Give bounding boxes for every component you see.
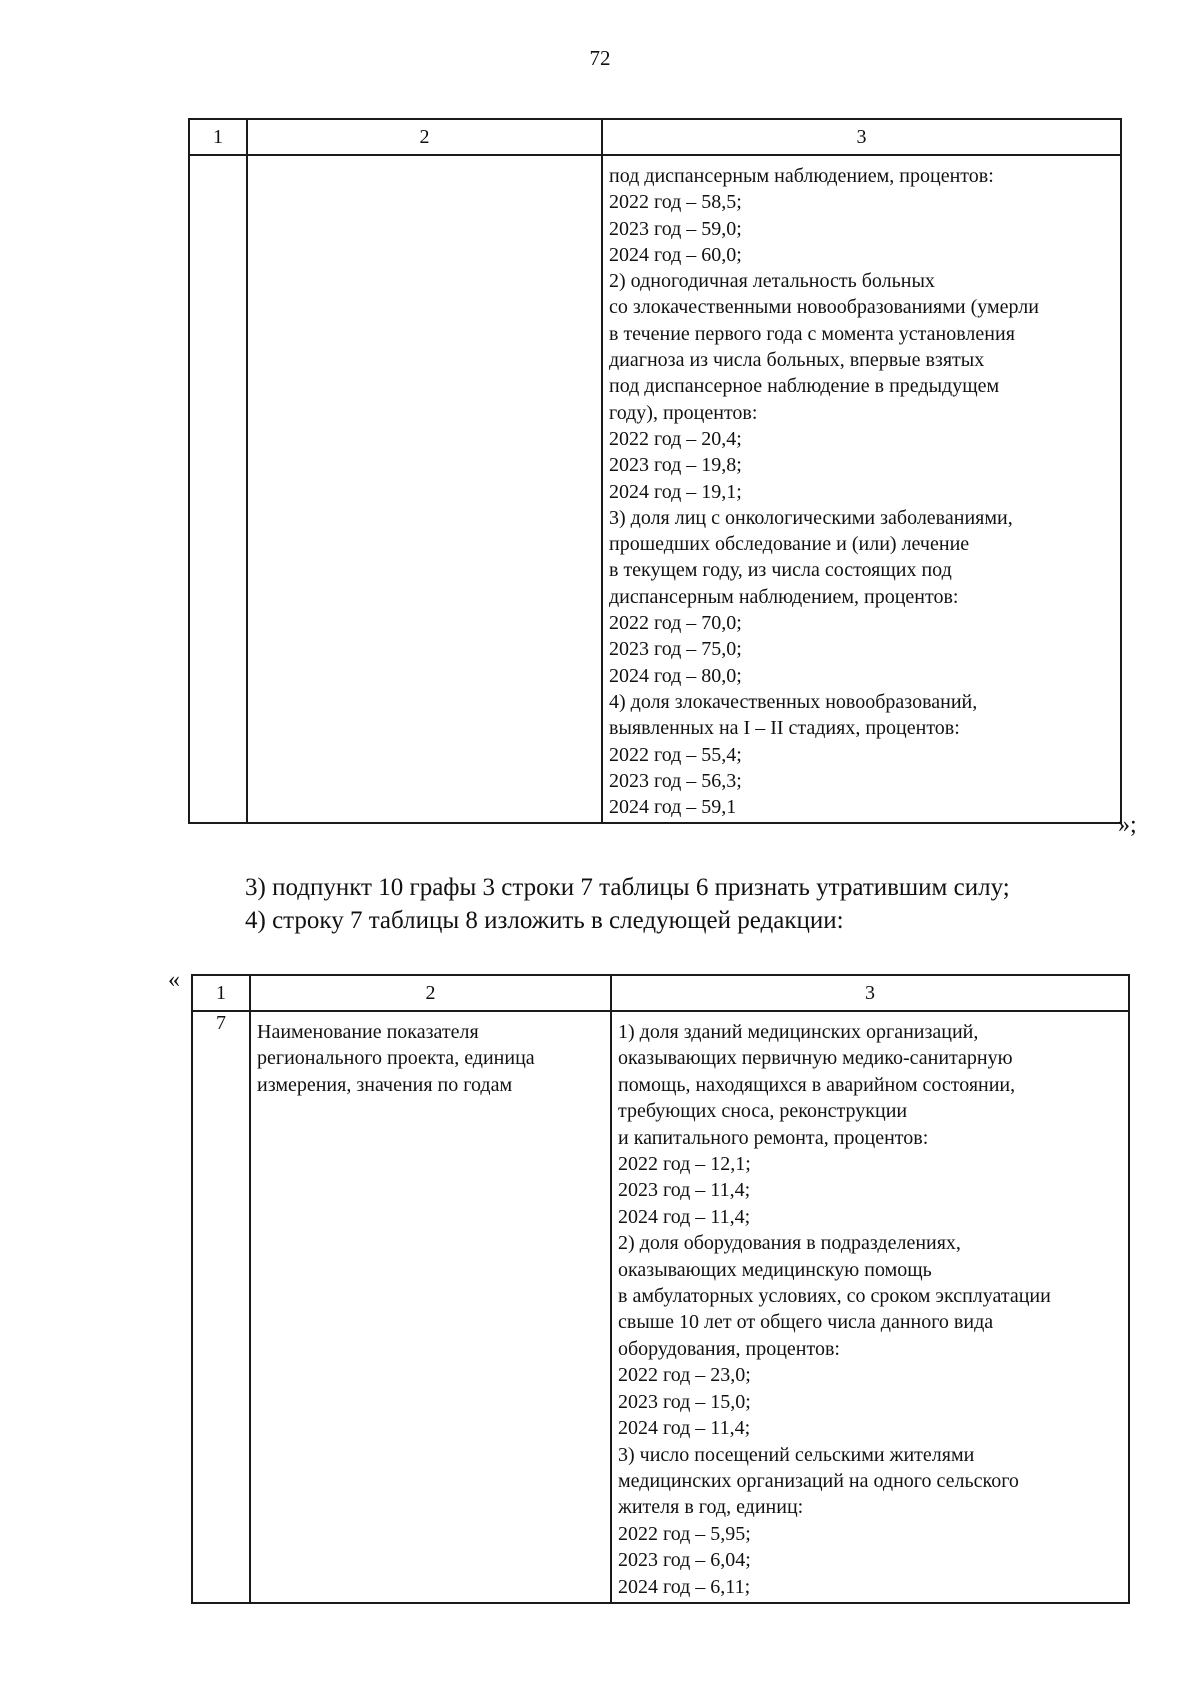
text-line: Наименование показателя: [257, 1021, 479, 1043]
text-line: году), процентов:: [609, 401, 758, 424]
text-line: диагноза из числа больных, впервые взятых: [609, 349, 985, 372]
table-row: [192, 1011, 1129, 1603]
text-line: в текущем году, из числа состоящих под: [609, 559, 952, 582]
text-line: помощь, находящихся в аварийном состоянии,: [618, 1073, 1016, 1096]
text-line: в амбулаторных условиях, со сроком эксплуатации: [618, 1285, 1051, 1308]
text-line: 2024 год – 6,11;: [618, 1575, 751, 1598]
text-line: 2023 год – 6,04;: [618, 1549, 751, 1572]
text-line: оборудования, процентов:: [618, 1337, 840, 1360]
indicator-text: [603, 156, 1120, 822]
text-line: 2022 год – 70,0;: [609, 612, 742, 635]
table-row-7: [191, 974, 1130, 1604]
paragraph-item-4: 4) строку 7 таблицы 8 изложить в следующей редакции:: [245, 907, 844, 934]
text-line: 2023 год – 19,8;: [609, 454, 742, 477]
text-line: 2023 год – 56,3;: [609, 769, 742, 792]
cell-col-1: [189, 155, 247, 823]
text-line: 2023 год – 15,0;: [618, 1390, 751, 1413]
text-line: свыше 10 лет от общего числа данного вида: [618, 1311, 994, 1334]
text-line: 2024 год – 60,0;: [609, 243, 742, 266]
closing-quote: »;: [1118, 812, 1137, 838]
text-line: 2024 год – 59,1: [609, 796, 737, 819]
text-line: 2022 год – 5,95;: [618, 1522, 751, 1545]
header-col-3: 3: [611, 975, 1129, 1011]
text-line: 2022 год – 12,1;: [618, 1153, 751, 1176]
header-col-1: 1: [192, 975, 250, 1011]
table-continuation: [188, 118, 1122, 824]
text-line: в течение первого года с момента установления: [609, 322, 1015, 345]
text-line: под диспансерное наблюдение в предыдущем: [609, 375, 1000, 398]
text-line: под диспансерным наблюдением, процентов:: [609, 165, 994, 187]
text-line: 2022 год – 23,0;: [618, 1364, 751, 1387]
text-line: выявленных на I – II стадиях, процентов:: [609, 717, 960, 740]
text-line: 2024 год – 11,4;: [618, 1417, 751, 1440]
table-header-row: [189, 119, 1121, 155]
header-col-2: 2: [247, 119, 602, 155]
text-line: диспансерным наблюдением, процентов:: [609, 585, 959, 608]
text-line: жителя в год, единиц:: [618, 1496, 804, 1519]
text-line: 2023 год – 11,4;: [618, 1179, 751, 1202]
text-line: оказывающих медицинскую помощь: [618, 1258, 932, 1281]
text-line: 3) доля лиц с онкологическими заболеваниями,: [609, 506, 1013, 529]
text-line: требующих сноса, реконструкции: [618, 1100, 908, 1123]
page-number: 72: [589, 46, 611, 70]
text-line: 2) одногодичная летальность больных: [609, 270, 935, 293]
text-line: медицинских организаций на одного сельского: [618, 1469, 1019, 1492]
text-line: 2023 год – 59,0;: [609, 217, 742, 240]
cell-col-3: [602, 155, 1121, 823]
cell-col-3: [611, 1011, 1129, 1603]
header-col-1: 1: [189, 119, 247, 155]
indicator-name: [251, 1012, 610, 1100]
cell-col-2: [247, 155, 602, 823]
opening-quote: «: [168, 967, 180, 993]
text-line: 2024 год – 80,0;: [609, 664, 742, 687]
text-line: 2022 год – 55,4;: [609, 743, 742, 766]
text-line: 4) доля злокачественных новообразований,: [609, 690, 978, 713]
row-number: 7: [192, 1011, 250, 1603]
table-header-row: [192, 975, 1129, 1011]
paragraph-item-3: 3) подпункт 10 графы 3 строки 7 таблицы 6 признать утратившим силу;: [245, 874, 1010, 901]
text-line: со злокачественными новообразованиями (умерли: [609, 296, 1039, 319]
text-line: 2024 год – 11,4;: [618, 1205, 751, 1228]
text-line: измерения, значения по годам: [257, 1073, 513, 1096]
text-line: 2) доля оборудования в подразделениях,: [618, 1232, 961, 1255]
header-col-2: 2: [250, 975, 611, 1011]
text-line: 2022 год – 20,4;: [609, 427, 742, 450]
text-line: 2024 год – 19,1;: [609, 480, 742, 503]
table-row: [189, 155, 1121, 823]
text-line: 1) доля зданий медицинских организаций,: [618, 1021, 979, 1043]
text-line: и капитального ремонта, процентов:: [618, 1126, 929, 1149]
header-col-3: 3: [602, 119, 1121, 155]
text-line: прошедших обследование и (или) лечение: [609, 533, 970, 556]
text-line: оказывающих первичную медико-санитарную: [618, 1047, 1013, 1070]
text-line: 2022 год – 58,5;: [609, 191, 742, 214]
text-line: регионального проекта, единица: [257, 1047, 535, 1070]
cell-col-2: [250, 1011, 611, 1603]
text-line: 3) число посещений сельскими жителями: [618, 1443, 975, 1466]
indicator-text: [612, 1012, 1128, 1602]
text-line: 2023 год – 75,0;: [609, 638, 742, 661]
